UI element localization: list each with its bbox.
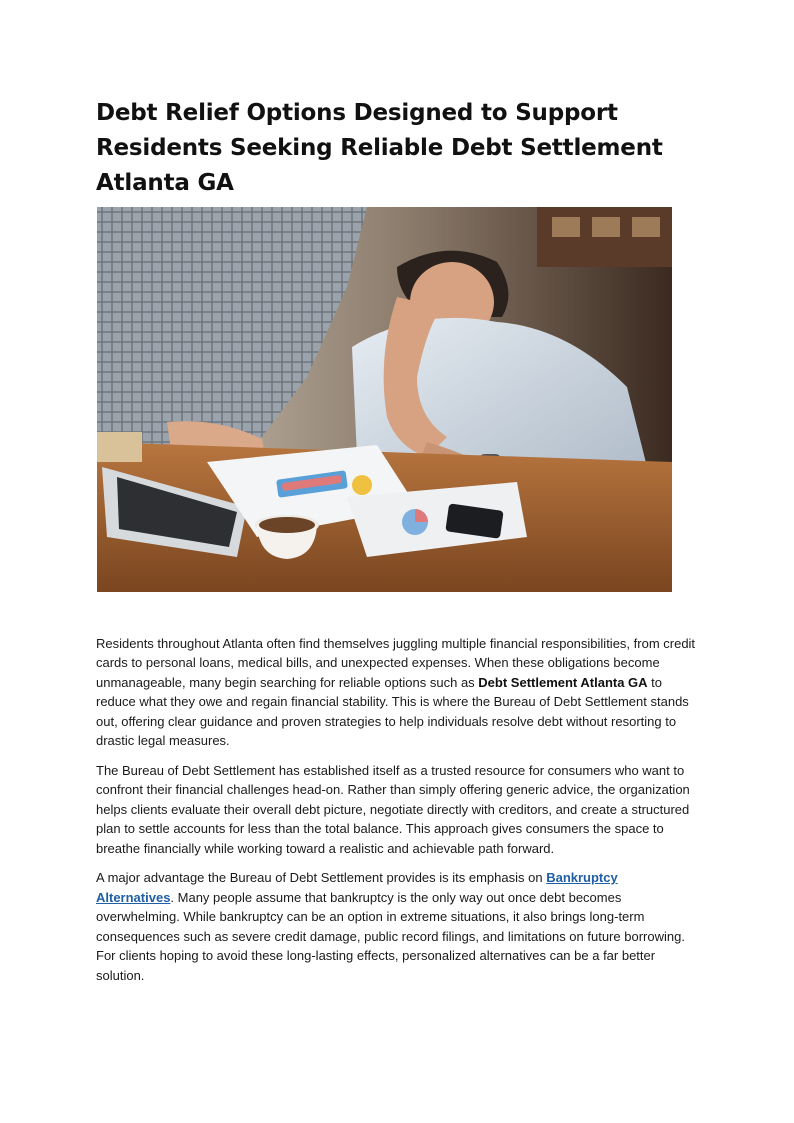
paragraph-3-text-end: . Many people assume that bankruptcy is the only way out once debt becomes overwhelming. While bankruptcy can be an option in extreme situations, it also brings long-term consequences such as severe credit damage, public record filings, and limitations on future borrowing. For clients hoping to avoid these long-lasting effects, personalized alternatives can be a far better solution. (96, 889, 685, 983)
paragraph-1-text-start: Residents throughout Atlanta often find themselves juggling multiple financial responsibilities, from credit cards to personal loans, medical bills, and unexpected expenses. When these obligations become unmanageable, many begin searching for reliable options such as (96, 636, 696, 690)
bold-keyword: Debt Settlement Atlanta GA (478, 674, 648, 690)
bankruptcy-alternatives-link[interactable]: Bankruptcy Alternatives (96, 870, 618, 905)
paragraph-3 (96, 868, 696, 984)
hero-photo-icon (97, 207, 672, 592)
paragraph-2: The Bureau of Debt Settlement has established itself as a trusted resource for consumers who want to confront their financial challenges head-on. Rather than simply offering generic advice, the organization helps clients evaluate their overall debt picture, negotiate directly with creditors, and create a structured plan to settle accounts for less than the total balance. This approach gives consumers the space to breathe financially while working toward a realistic and achievable path forward. (96, 762, 690, 856)
page-title: Debt Relief Options Designed to Support Residents Seeking Reliable Debt Settlement Atlanta GA (96, 100, 663, 196)
paragraph-3-text-start: A major advantage the Bureau of Debt Settlement provides is its emphasis on (96, 870, 547, 886)
hero-image (97, 207, 672, 592)
paragraph-1-text-end: to reduce what they owe and regain financial stability. This is where the Bureau of Debt Settlement stands out, offering clear guidance and proven strategies to help individuals resolve debt without resorting to drastic legal measures. (96, 674, 689, 749)
article-body (96, 634, 696, 995)
paragraph-1 (96, 634, 696, 750)
